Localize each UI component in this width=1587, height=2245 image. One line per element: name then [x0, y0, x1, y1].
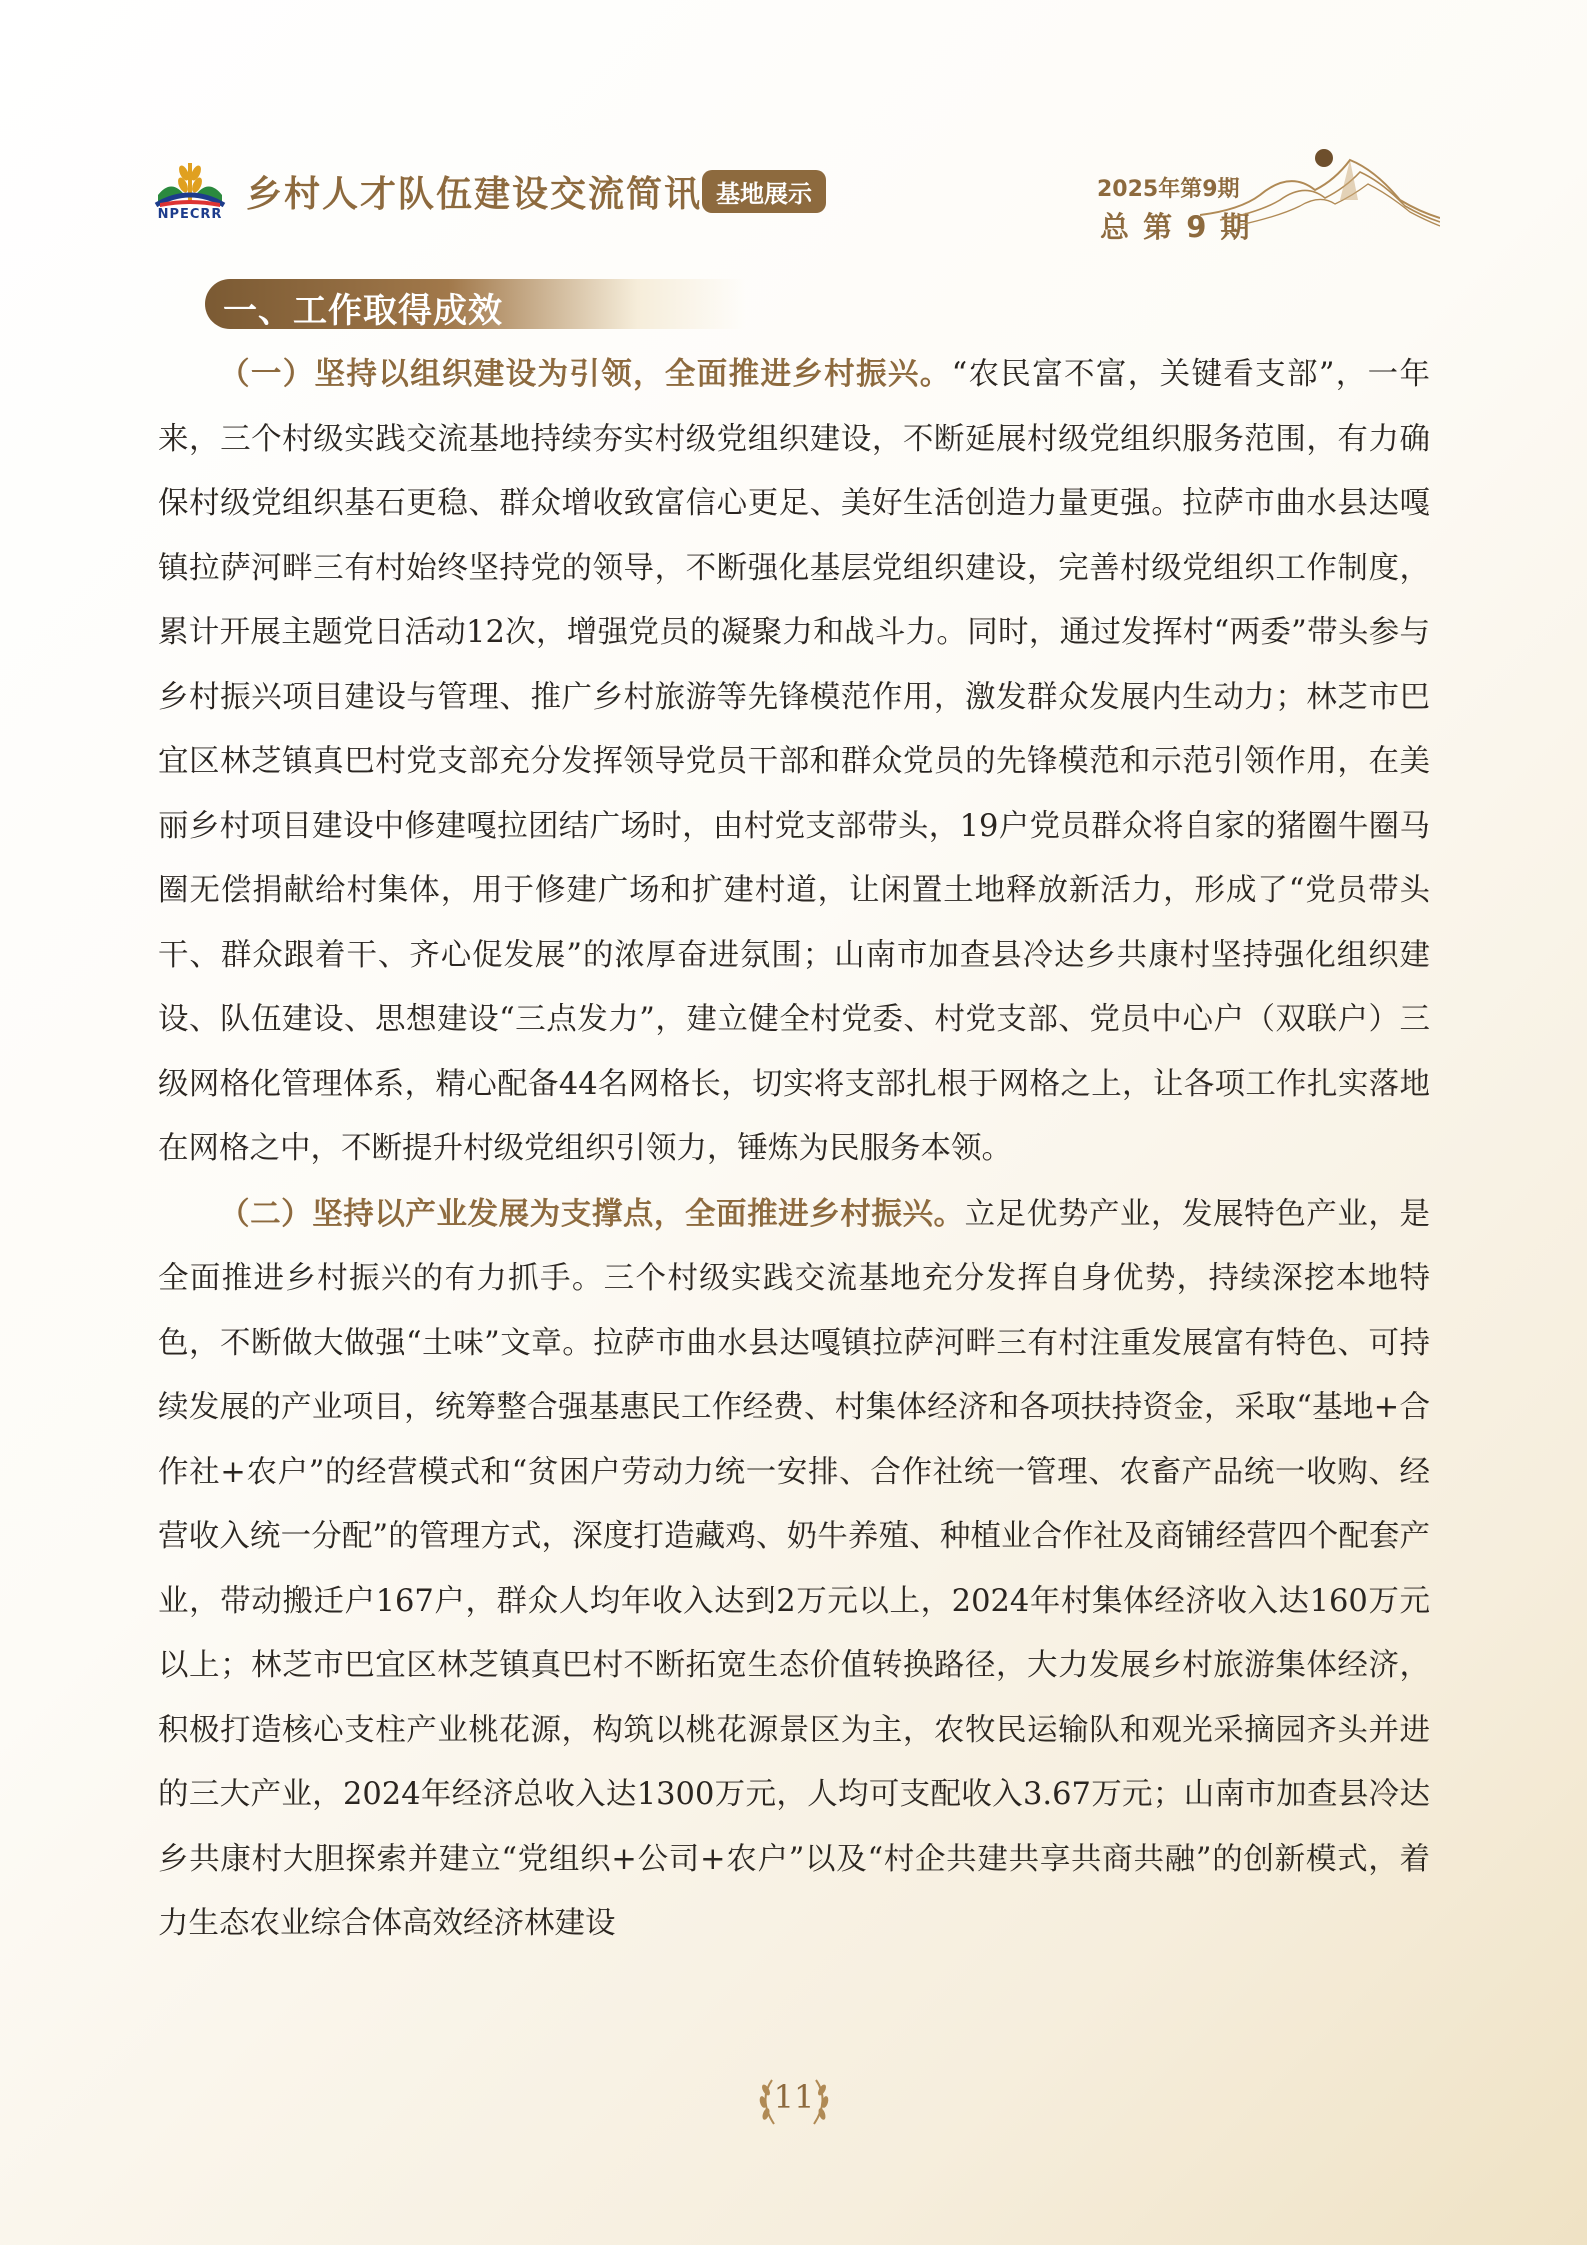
page-number: 11: [773, 2078, 815, 2116]
logo-text: NPECRR: [157, 207, 223, 222]
section-heading-text: 一、工作取得成效: [223, 291, 503, 331]
paragraph: [158, 1182, 1430, 1957]
page-header: [0, 0, 1587, 260]
page-number-ornament: [744, 2070, 844, 2130]
paragraph-text: 立足优势产业，发展特色产业，是全面推进乡村振兴的有力抓手。三个村级实践交流基地充分发挥自身优势，持续深挖本地特色，不断做大做强“土味”文章。拉萨市曲水县达嘎镇拉萨河畔三有村注重发展富有特色、可持续发展的产业项目，统筹整合强基惠民工作经费、村集体经济和各项扶持资金，采取“基地+合作社+农户”的经营模式和“贫困户劳动力统一安排、合作社统一管理、农畜产品统一收购、经营收入统一分配”的管理方式，深度打造藏鸡、奶牛养殖、种植业合作社及商铺经营四个配套产业，带动搬迁户167户，群众人均年收入达到2万元以上，2024年村集体经济收入达160万元以上；林芝市巴宜区林芝镇真巴村不断拓宽生态价值转换路径，大力发展乡村旅游集体经济，积极打造核心支柱产业桃花源，构筑以桃花源景区为主，农牧民运输队和观光采摘园齐头并进的三大产业，2024年经济总收入达1300万元，人均可支配收入3.67万元；山南市加查县冷达乡共康村大胆探索并建立“党组织+公司+农户”以及“村企共建共享共商共融”的创新模式，着力生态农业综合体高效经济林建设: [158, 1196, 1430, 1941]
mountain-sun-icon: [1200, 140, 1440, 230]
newsletter-title: 乡村人才队伍建设交流简讯: [246, 174, 703, 215]
total-issue: 总 第 9 期: [1100, 210, 1252, 244]
section-heading: [205, 279, 745, 329]
paragraph-text: “农民富不富，关键看支部”，一年来，三个村级实践交流基地持续夯实村级党组织建设，不断延展村级党组织服务范围，有力确保村级党组织基石更稳、群众增收致富信心更足、美好生活创造力量更强。拉萨市曲水县达嘎镇拉萨河畔三有村始终坚持党的领导，不断强化基层党组织建设，完善村级党组织工作制度，累计开展主题党日活动12次，增强党员的凝聚力和战斗力。同时，通过发挥村“两委”带头参与乡村振兴项目建设与管理、推广乡村旅游等先锋模范作用，激发群众发展内生动力；林芝市巴宜区林芝镇真巴村党支部充分发挥领导党员干部和群众党员的先锋模范和示范引领作用，在美丽乡村项目建设中修建嘎拉团结广场时，由村党支部带头，19户党员群众将自家的猪圈牛圈马圈无偿捐献给村集体，用于修建广场和扩建村道，让闲置土地释放新活力，形成了“党员带头干、群众跟着干、齐心促发展”的浓厚奋进氛围；山南市加查县冷达乡共康村坚持强化组织建设、队伍建设、思想建设“三点发力”，建立健全村党委、村党支部、党员中心户（双联户）三级网格化管理体系，精心配备44名网格长，切实将支部扎根于网格之上，让各项工作扎实落地在网格之中，不断提升村级党组织引领力，锤炼为民服务本领。: [158, 357, 1431, 1166]
article-body: [158, 342, 1430, 1957]
issue-number: 2025年第9期: [1097, 177, 1240, 202]
section-badge: 基地展示: [702, 170, 826, 213]
paragraph: [158, 342, 1430, 1182]
paragraph-lead: （一）坚持以组织建设为引领，全面推进乡村振兴。: [219, 356, 952, 392]
paragraph-lead: （二）坚持以产业发展为支撑点，全面推进乡村振兴。: [219, 1195, 965, 1232]
